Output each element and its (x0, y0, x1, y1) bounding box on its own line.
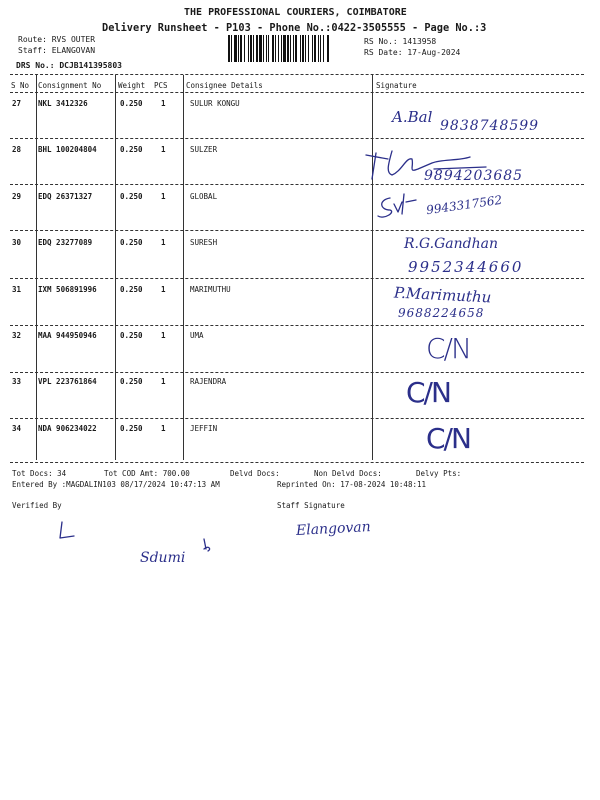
col-weight: Weight (118, 81, 146, 90)
handwritten-name: A.Bal (392, 108, 433, 126)
non-delivered-docs: Non Delvd Docs: (314, 469, 382, 478)
row-consignee: SULZER (190, 145, 218, 154)
row-weight: 0.250 (120, 145, 143, 154)
handwritten-phone: 9688224658 (398, 306, 485, 320)
row-consignment: EDQ 23277089 (38, 238, 93, 247)
total-docs: Tot Docs: 34 (12, 469, 67, 478)
total-cod-amount: Tot COD Amt: 700.00 (104, 469, 190, 478)
entered-by: Entered By :MAGDALIN103 08/17/2024 10:47:13 AM (12, 480, 220, 489)
row-pcs: 1 (161, 424, 166, 433)
drs-number: DRS No.: DCJB141395803 (16, 61, 122, 70)
row-consignment: NDA 906234022 (38, 424, 97, 433)
row-consignment: VPL 223761864 (38, 377, 97, 386)
handwritten-phone: 9943317562 (425, 192, 503, 218)
delivered-docs: Delvd Docs: (230, 469, 280, 478)
row-sno: 31 (12, 285, 22, 294)
barcode-image (228, 35, 360, 62)
row-consignment: MAA 944950946 (38, 331, 97, 340)
handwritten-cn: C/N (426, 422, 470, 455)
row-pcs: 1 (161, 377, 166, 386)
verifier-mark (198, 535, 218, 555)
row-sno: 29 (12, 192, 22, 201)
handwritten-phone: 9894203685 (424, 168, 524, 184)
col-pcs: PCS (154, 81, 168, 90)
row-weight: 0.250 (120, 377, 143, 386)
row-pcs: 1 (161, 331, 166, 340)
handwritten-phone: 9838748599 (440, 118, 540, 134)
verifier-signature: Sdumi (140, 550, 186, 566)
col-divider (36, 75, 37, 460)
row-weight: 0.250 (120, 331, 143, 340)
col-consignment: Consignment No (38, 81, 102, 90)
row-sno: 34 (12, 424, 22, 433)
company-name: THE PROFESSIONAL COURIERS, COIMBATORE (184, 7, 407, 18)
row-consignee: RAJENDRA (190, 377, 227, 386)
row-weight: 0.250 (120, 424, 143, 433)
verified-by-label: Verified By (12, 501, 62, 510)
handwritten-phone: 9952344660 (408, 258, 524, 276)
row-divider (10, 325, 584, 326)
verifier-mark (56, 518, 86, 544)
row-consignment: EDQ 26371327 (38, 192, 93, 201)
row-pcs: 1 (161, 99, 166, 108)
handwritten-name: P.Marimuthu (393, 283, 492, 307)
handwritten-cn: C/N (406, 376, 450, 409)
row-consignee: MARIMUTHU (190, 285, 231, 294)
row-consignment: BHL 100204804 (38, 145, 97, 154)
row-consignee: UMA (190, 331, 204, 340)
col-signature: Signature (376, 81, 417, 90)
row-weight: 0.250 (120, 192, 143, 201)
col-divider (115, 75, 116, 460)
row-divider (10, 418, 584, 419)
staff-signature-label: Staff Signature (277, 501, 345, 510)
reprinted-on: Reprinted On: 17-08-2024 10:48:11 (277, 480, 427, 489)
row-weight: 0.250 (120, 99, 143, 108)
header-divider-top (10, 74, 584, 75)
row-pcs: 1 (161, 145, 166, 154)
row-consignee: SULUR KONGU (190, 99, 240, 108)
rs-number: RS No.: 1413958 (364, 37, 437, 46)
row-sno: 27 (12, 99, 22, 108)
row-weight: 0.250 (120, 285, 143, 294)
route-label: Route: RVS OUTER (18, 35, 96, 44)
row-sno: 28 (12, 145, 22, 154)
row-sno: 33 (12, 377, 22, 386)
row-consignment: NKL 3412326 (38, 99, 88, 108)
row-consignee: SURESH (190, 238, 218, 247)
row-weight: 0.250 (120, 238, 143, 247)
row-divider (10, 278, 584, 279)
handwritten-cn: C/N (426, 332, 470, 365)
row-divider (10, 184, 584, 185)
rs-date: RS Date: 17-Aug-2024 (364, 48, 461, 57)
delivery-points: Delvy Pts: (416, 469, 462, 478)
handwritten-name: R.G.Gandhan (404, 236, 499, 252)
row-sno: 32 (12, 331, 22, 340)
row-sno: 30 (12, 238, 22, 247)
row-consignee: GLOBAL (190, 192, 218, 201)
header-divider-bottom (10, 92, 584, 93)
col-consignee: Consignee Details (186, 81, 263, 90)
table-bottom-divider (10, 462, 584, 463)
row-pcs: 1 (161, 192, 166, 201)
row-divider (10, 138, 584, 139)
row-pcs: 1 (161, 285, 166, 294)
row-pcs: 1 (161, 238, 166, 247)
staff-label: Staff: ELANGOVAN (18, 46, 96, 55)
row-divider (10, 372, 584, 373)
row-consignment: IXM 506891996 (38, 285, 97, 294)
col-divider (372, 75, 373, 460)
staff-signature: Elangovan (295, 519, 372, 539)
row-consignee: JEFFIN (190, 424, 218, 433)
col-divider (183, 75, 184, 460)
row-divider (10, 230, 584, 231)
col-sno: S No (11, 81, 30, 90)
runsheet-title: Delivery Runsheet - P103 - Phone No.:0422-3505555 - Page No.:3 (102, 22, 487, 34)
